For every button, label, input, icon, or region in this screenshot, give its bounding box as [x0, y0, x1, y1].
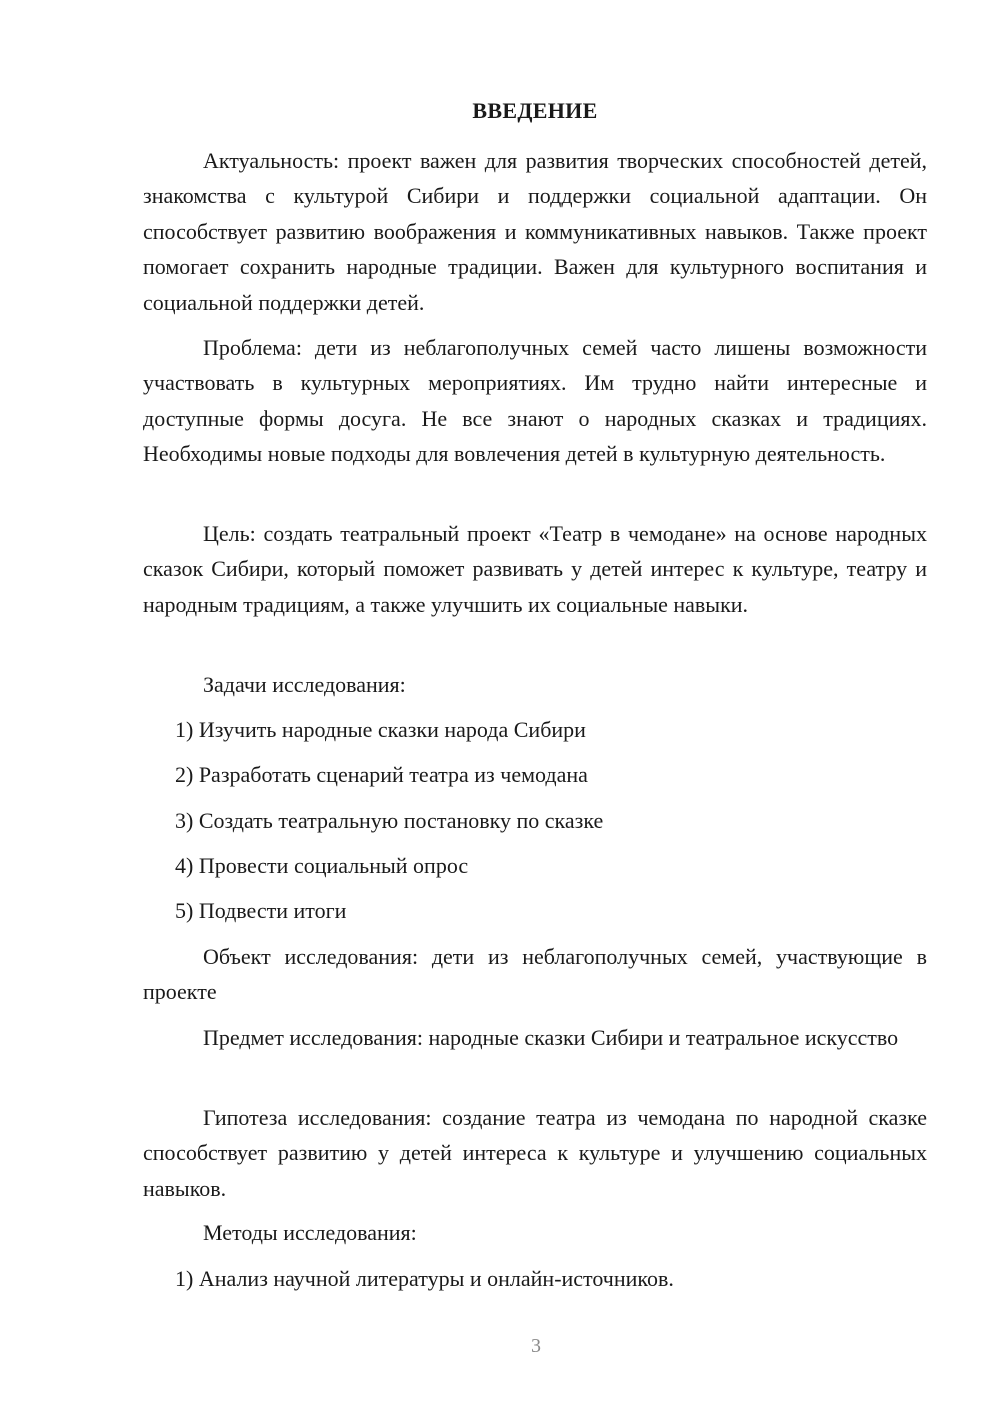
object-paragraph: Объект исследования: дети из неблагополучных семей, участвующие в проекте — [143, 944, 927, 1005]
methods-heading: Методы исследования: — [203, 1220, 417, 1245]
section-title: ВВЕДЕНИЕ — [472, 98, 598, 123]
method-item: 1) Анализ научной литературы и онлайн-источников. — [175, 1266, 674, 1291]
task-item: 1) Изучить народные сказки народа Сибири — [175, 717, 586, 742]
task-item: 4) Провести социальный опрос — [175, 853, 469, 878]
task-item: 2) Разработать сценарий театра из чемодана — [175, 762, 588, 787]
relevance-paragraph: Актуальность: проект важен для развития творческих способностей детей, знакомства с культурой Сибири и поддержки социальной адаптации. Он способствует развитию воображения и коммуникативных навыков. Также проект помогает сохранить народные традиции. Важен для культурного воспитания и социальной поддержки детей. — [143, 148, 927, 315]
subject-paragraph: Предмет исследования: народные сказки Сибири и театральное искусство — [203, 1025, 899, 1050]
page-number: 3 — [531, 1335, 541, 1357]
task-item: 3) Создать театральную постановку по сказке — [175, 808, 604, 833]
tasks-heading: Задачи исследования: — [203, 672, 406, 697]
hypothesis-paragraph: Гипотеза исследования: создание театра из чемодана по народной сказке способствует развитию у детей интереса к культуре и улучшению социальных навыков. — [143, 1105, 927, 1201]
goal-paragraph: Цель: создать театральный проект «Театр в чемодане» на основе народных сказок Сибири, который поможет развивать у детей интерес к культуре, театру и народным традициям, а также улучшить их социальные навыки. — [143, 521, 927, 617]
problem-paragraph: Проблема: дети из неблагополучных семей часто лишены возможности участвовать в культурных мероприятиях. Им трудно найти интересные и доступные формы досуга. Не все знают о народных сказках и традициях. Необходимы новые подходы для вовлечения детей в культурную деятельность. — [143, 335, 927, 467]
task-item: 5) Подвести итоги — [175, 898, 347, 923]
